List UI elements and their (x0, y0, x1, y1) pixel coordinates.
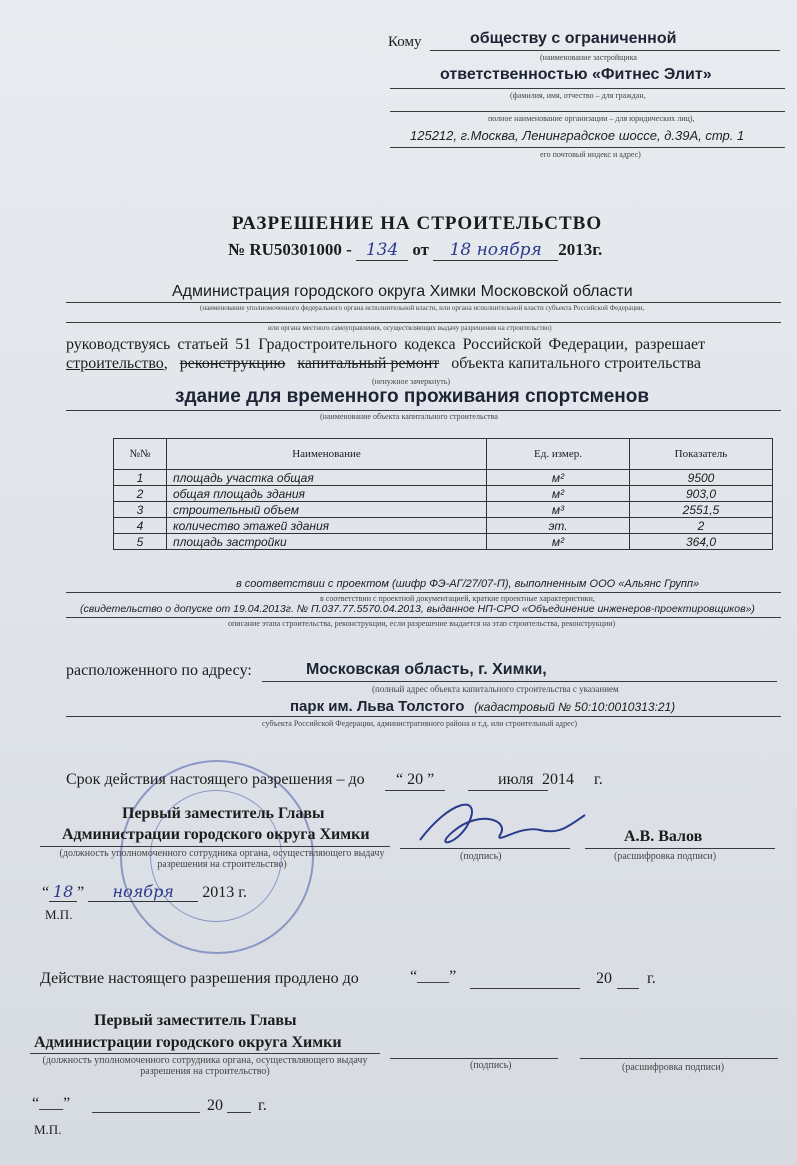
sig1-name: А.В. Валов (624, 828, 703, 845)
project-rule-1 (66, 592, 781, 593)
addressee-line-3: 125212, г.Москва, Ленинградское шоссе, д.39А, стр. 1 (410, 128, 745, 143)
extension-year-rule (617, 988, 639, 989)
sig1-date-close: ” (77, 884, 85, 901)
sig2-date-day: “___” (32, 1095, 71, 1112)
handwritten-signature (410, 790, 590, 860)
permit-number-prefix: № RU50301000 - (228, 240, 352, 259)
basis-tail: объекта капитального строительства (451, 355, 701, 372)
addressee-rule-2 (390, 88, 785, 89)
address-rule-2 (66, 716, 781, 717)
sig2-date-suffix: г. (258, 1097, 267, 1114)
sig1-date-open: “ (42, 884, 50, 901)
permit-from: от (412, 240, 429, 259)
table-row (114, 502, 773, 518)
sig1-sign-rule (400, 848, 570, 849)
project-caption-1: в соответствии с проектной документацией, краткие проектные характеристики, (320, 594, 595, 603)
row-number: 5 (114, 534, 167, 550)
sig1-position-line-2: Администрации городского округа Химки (62, 826, 370, 843)
validity-day: “ 20 ” (396, 771, 435, 788)
sig1-date-suffix: г. (238, 884, 247, 901)
addressee-caption-3: полное наименование организации – для юридических лиц), (488, 114, 695, 123)
addressee-komu: Кому (388, 34, 422, 50)
addressee-rule-1 (430, 50, 780, 51)
address-line-1: Московская область, г. Химки, (306, 661, 547, 678)
header-value: Показатель (630, 439, 773, 470)
sig2-sign-caption: (подпись) (470, 1060, 512, 1071)
validity-month: июля (498, 771, 534, 788)
sig2-position-rule (30, 1053, 380, 1054)
basis-text-line-2 (66, 355, 701, 373)
sig2-position-caption: (должность уполномоченного сотрудника органа, осуществляющего выдачу разрешения на строительство) (42, 1055, 368, 1077)
row-name: количество этажей здания (167, 518, 487, 534)
parameters-table (113, 438, 773, 550)
project-caption-2: описание этапа строительства, реконструкции, если разрешение выдается на этап строительства, реконструкции) (228, 619, 616, 628)
sig1-name-rule (585, 848, 775, 849)
address-rule-1 (262, 681, 777, 682)
address-cadastral: (кадастровый № 50:10:0010313:21) (474, 700, 676, 714)
row-value: 9500 (630, 470, 773, 486)
header-number: №№ (114, 439, 167, 470)
row-unit: м² (487, 470, 630, 486)
sig2-date-year: 20 (207, 1097, 223, 1114)
row-value: 364,0 (630, 534, 773, 550)
row-number: 2 (114, 486, 167, 502)
object-name: здание для временного проживания спортсменов (175, 386, 650, 407)
validity-label: Срок действия настоящего разрешения – до (66, 771, 365, 788)
authority-caption-2: или органа местного самоуправления, осуществляющих выдачу разрешения на строительство) (268, 324, 552, 332)
row-name: площадь участка общая (167, 470, 487, 486)
address-caption-2: субъекта Российской Федерации, административного района и т.д. или строительный адрес) (262, 719, 578, 728)
row-unit: эт. (487, 518, 630, 534)
repair-word: капитальный ремонт (297, 355, 440, 372)
header-unit: Ед. измер. (487, 439, 630, 470)
sig1-mp: М.П. (45, 907, 73, 922)
row-name: общая площадь здания (167, 486, 487, 502)
addressee-caption-1: (наименование застройщика (540, 53, 637, 62)
sig1-position-line-1: Первый заместитель Главы (122, 805, 325, 822)
sig2-name-rule (580, 1058, 778, 1059)
extension-label: Действие настоящего разрешения продлено до (40, 970, 359, 987)
sig1-date-month: ноября (88, 882, 198, 902)
table-row (114, 486, 773, 502)
project-line-1: в соответствии с проектом (шифр ФЭ-АГ/27/07-П), выполненным ООО «Альянс Групп» (236, 578, 700, 590)
address-line-2 (290, 698, 675, 716)
extension-suffix: г. (647, 970, 656, 987)
table-row (114, 470, 773, 486)
sig1-date-year: 2013 (202, 884, 235, 901)
table-row (114, 518, 773, 534)
sig2-sign-rule (390, 1058, 558, 1059)
authority-rule-2 (66, 322, 781, 323)
document-title: РАЗРЕШЕНИЕ НА СТРОИТЕЛЬСТВО (232, 213, 603, 234)
basis-caption: (ненужное зачеркнуть) (372, 377, 451, 386)
sig1-date (42, 882, 247, 902)
row-number: 4 (114, 518, 167, 534)
basis-text-line-1: руководствуясь статьей 51 Градостроительного кодекса Российской Федерации, разрешает (66, 336, 706, 353)
address-caption-1: (полный адрес объекта капитального строительства с указанием (372, 684, 619, 694)
row-value: 2 (630, 518, 773, 534)
object-rule (66, 410, 781, 411)
permit-number-handwritten: 134 (356, 240, 408, 261)
authority-rule (66, 302, 781, 303)
addressee-rule-3 (390, 111, 785, 112)
extension-month-rule (470, 988, 580, 989)
sig1-position-caption: (должность уполномоченного сотрудника органа, осуществляющего выдачу разрешения на строительство) (59, 848, 385, 870)
reconstruction-word: реконструкцию (179, 355, 286, 372)
sig1-name-caption: (расшифровка подписи) (614, 851, 717, 862)
permit-year: 2013г. (558, 240, 603, 259)
permit-number (228, 240, 602, 261)
sig2-position-line-2: Администрации городского округа Химки (34, 1034, 342, 1051)
sig2-mp: М.П. (34, 1122, 62, 1137)
extension-day: “____” (410, 968, 457, 985)
sig2-date-year-rule (227, 1112, 251, 1113)
row-value: 2551,5 (630, 502, 773, 518)
sig2-date-month-rule (92, 1112, 200, 1113)
row-name: строительный объем (167, 502, 487, 518)
row-unit: м³ (487, 502, 630, 518)
validity-year: 2014 (542, 771, 574, 788)
address-park: парк им. Льва Толстого (290, 698, 465, 715)
row-number: 3 (114, 502, 167, 518)
validity-suffix: г. (594, 771, 603, 788)
object-caption: (наименование объекта капитального строительства (320, 412, 498, 421)
table-header-row (114, 439, 773, 470)
table-row (114, 534, 773, 550)
project-line-2: (свидетельство о допуске от 19.04.2013г. № П.037.77.5570.04.2013, выданное НП-СРО «Объединение инженеров-проектировщиков») (80, 603, 755, 615)
project-rule-2 (66, 617, 781, 618)
row-name: площадь застройки (167, 534, 487, 550)
sig1-sign-caption: (подпись) (460, 851, 502, 862)
addressee-caption-4: его почтовый индекс и адрес) (540, 150, 641, 159)
sig2-position-line-1: Первый заместитель Главы (94, 1012, 297, 1029)
sig1-position-rule (40, 846, 390, 847)
address-label: расположенного по адресу: (66, 662, 252, 679)
basis-comma: , (163, 355, 168, 372)
row-unit: м² (487, 534, 630, 550)
construction-word: строительство (66, 355, 164, 372)
addressee-line-2: ответственностью «Фитнес Элит» (440, 66, 712, 83)
permit-date-handwritten: 18 ноября (433, 240, 558, 261)
row-number: 1 (114, 470, 167, 486)
header-name: Наименование (167, 439, 487, 470)
addressee-rule-4 (390, 147, 785, 148)
sig1-date-day: 18 (49, 882, 77, 902)
row-value: 903,0 (630, 486, 773, 502)
authority-caption-1: (наименование уполномоченного федерального органа исполнительной власти, или органа исполнительной власти субъекта Российской Федерации, (200, 304, 645, 312)
authority-name: Администрация городского округа Химки Московской области (172, 283, 633, 300)
row-unit: м² (487, 486, 630, 502)
addressee-caption-2: (фамилия, имя, отчество – для граждан, (510, 91, 646, 100)
extension-year: 20 (596, 970, 612, 987)
sig2-name-caption: (расшифровка подписи) (622, 1062, 725, 1073)
addressee-line-1: обществу с ограниченной (470, 30, 677, 47)
